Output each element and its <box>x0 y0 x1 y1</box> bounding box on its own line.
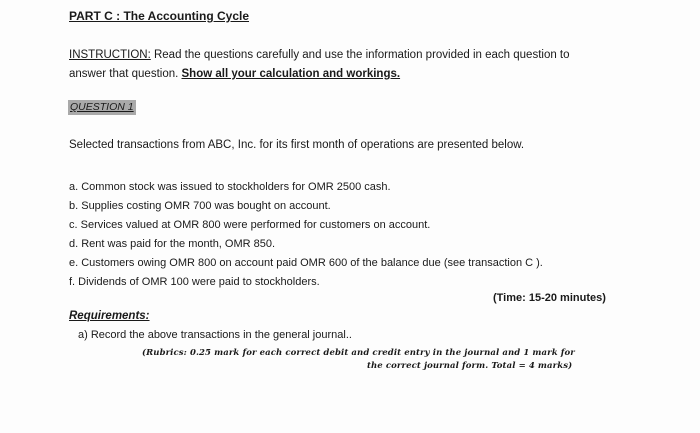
transaction-item: a. Common stock was issued to stockholders for OMR 2500 cash. <box>69 181 391 193</box>
instruction-emphasis: Show all your calculation and workings. <box>181 68 401 80</box>
question-label: QUESTION 1 <box>70 101 134 113</box>
transaction-item: e. Customers owing OMR 800 on account paid OMR 600 of the balance due (see transaction C ). <box>69 257 543 269</box>
requirements-heading: Requirements: <box>69 310 150 322</box>
instruction-text-line2: answer that question. <box>69 68 182 80</box>
rubric-line-1: (Rubrics: 0.25 mark for each correct debit and credit entry in the journal and 1 mark for <box>142 348 575 358</box>
rubric-line-2: the correct journal form. Total = 4 marks) <box>367 361 573 371</box>
part-title: PART C : The Accounting Cycle <box>69 9 250 23</box>
instruction-text-line1: Read the questions carefully and use the information provided in each question to <box>150 49 570 61</box>
transaction-item: f. Dividends of OMR 100 were paid to stockholders. <box>69 276 320 288</box>
question-intro: Selected transactions from ABC, Inc. for its first month of operations are presented below. <box>69 139 525 151</box>
transaction-item: c. Services valued at OMR 800 were performed for customers on account. <box>69 219 431 231</box>
transaction-item: b. Supplies costing OMR 700 was bought on account. <box>69 200 331 212</box>
instruction-block <box>69 46 570 84</box>
time-note: (Time: 15-20 minutes) <box>493 292 606 304</box>
requirement-a: a) Record the above transactions in the general journal.. <box>78 329 352 341</box>
transaction-item: d. Rent was paid for the month, OMR 850. <box>69 238 276 250</box>
transaction-list <box>69 178 543 292</box>
instruction-label: INSTRUCTION: <box>69 49 151 61</box>
